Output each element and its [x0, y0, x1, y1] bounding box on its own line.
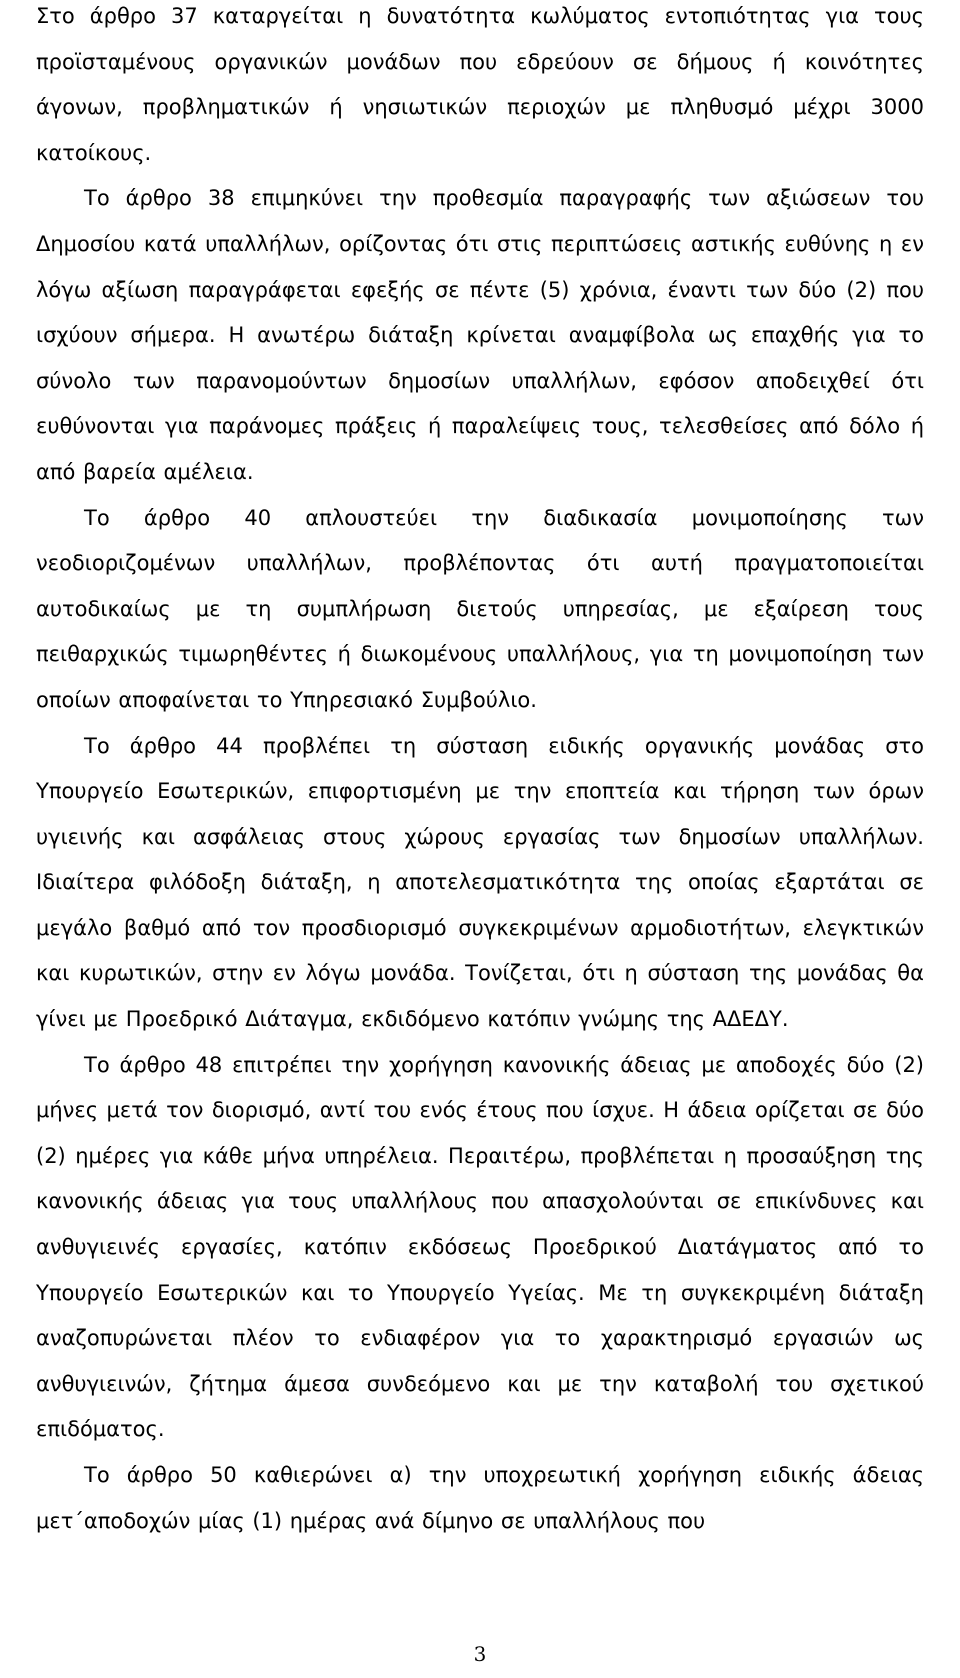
paragraph-article-38: Το άρθρο 38 επιμηκύνει την προθεσμία παραγραφής των αξιώσεων του Δημοσίου κατά υπαλλήλων, ορίζοντας ότι στις περιπτώσεις αστικής ευθύνης η εν λόγω αξίωση παραγράφεται εφεξής σε πέντε (5) χρόνια, έναντι των δύο (2) που ισχύουν σήμερα. Η ανωτέρω διάταξη κρίνεται αναμφίβολα ως επαχθής για το σύνολο των παρανομούντων δημοσίων υπαλλήλων, εφόσον αποδειχθεί ότι ευθύνονται για παράνομες πράξεις ή παραλείψεις τους, τελεσθείσες από δόλο ή από βαρεία αμέλεια.	[36, 186, 924, 484]
paragraph-article-40: Το άρθρο 40 απλουστεύει την διαδικασία μονιμοποίησης των νεοδιοριζομένων υπαλλήλων, προβλέποντας ότι αυτή πραγματοποιείται αυτοδικαίως με τη συμπλήρωση διετούς υπηρεσίας, με εξαίρεση τους πειθαρχικώς τιμωρηθέντες ή διωκομένους υπαλλήλους, για τη μονιμοποίηση των οποίων αποφαίνεται το Υπηρεσιακό Συμβούλιο.	[36, 505, 924, 712]
paragraph-article-48: Το άρθρο 48 επιτρέπει την χορήγηση κανονικής άδειας με αποδοχές δύο (2) μήνες μετά τον διορισμό, αντί του ενός έτους που ίσχυε. Η άδεια ορίζεται σε δύο (2) ημέρες για κάθε μήνα υπηρέλεια. Περαιτέρω, προβλέπεται η προσαύξηση της κανονικής άδειας για τους υπαλλήλους που απασχολούνται σε επικίνδυνες και ανθυγιεινές εργασίες, κατόπιν εκδόσεως Προεδρικού Διατάγματος από το Υπουργείο Εσωτερικών και το Υπουργείο Υγείας. Με τη συγκεκριμένη διάταξη αναζοπυρώνεται πλέον το ενδιαφέρον για το χαρακτηρισμό εργασιών ως ανθυγιεινών, ζήτημα άμεσα συνδεόμενο και με την καταβολή του σχετικού επιδόματος.	[36, 1052, 924, 1442]
paragraph-article-50: Το άρθρο 50 καθιερώνει α) την υποχρεωτική χορήγηση ειδικής άδειας μετ΄αποδοχών μίας (1) ημέρας ανά δίμηνο σε υπαλλήλους που	[36, 1463, 924, 1533]
paragraph-article-44: Το άρθρο 44 προβλέπει τη σύσταση ειδικής οργανικής μονάδας στο Υπουργείο Εσωτερικών, επιφορτισμένη με την εποπτεία και τήρηση των όρων υγιεινής και ασφάλειας στους χώρους εργασίας των δημοσίων υπαλλήλων. Ιδιαίτερα φιλόδοξη διάταξη, η αποτελεσματικότητα της οποίας εξαρτάται σε μεγάλο βαθμό από τον προσδιορισμό συγκεκριμένων αρμοδιοτήτων, ελεγκτικών και κυρωτικών, στην εν λόγω μονάδα. Τονίζεται, ότι η σύσταση της μονάδας θα γίνει με Προεδρικό Διάταγμα, εκδιδόμενο κατόπιν γνώμης της ΑΔΕΔΥ.	[36, 733, 924, 1032]
document-page	[36, 0, 924, 1544]
paragraph-article-37: Στο άρθρο 37 καταργείται η δυνατότητα κωλύματος εντοπιότητας για τους προϊσταμένους οργανικών μονάδων που εδρεύουν σε δήμους ή κοινότητες άγονων, προβληματικών ή νησιωτικών περιοχών με πληθυσμό μέχρι 3000 κατοίκους.	[36, 4, 924, 165]
page-number: 3	[473, 1642, 487, 1666]
